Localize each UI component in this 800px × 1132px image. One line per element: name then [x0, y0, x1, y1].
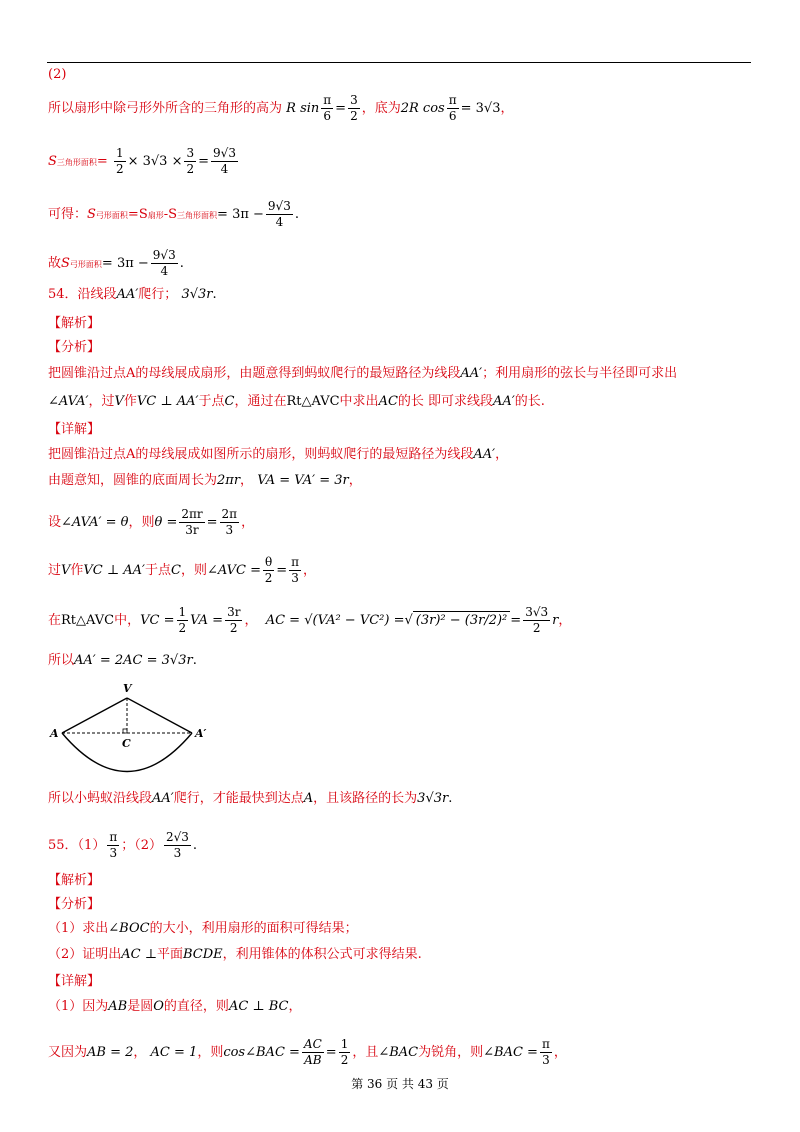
segment-va	[62, 698, 127, 733]
segment-area-derivation: 可得：S弓形面积=S扇形-S三角形面积= 3π − $\frac{9√3}{4}$ .	[48, 199, 299, 229]
q54-detail-line6: 所以AA′ = 2AC = 3√3r.	[48, 653, 197, 668]
q54-detail-line2: 由题意知，圆锥的底面周长为2πr， VA = VA′ = 3r，	[48, 473, 362, 488]
label-a: A	[50, 727, 59, 740]
q55-detail-line2: 又因为AB = 2， AC = 1，则cos∠BAC = $\frac{AC}{AB}$ = $\frac{1}{2}$ ，且∠BAC为锐角，则∠BAC = $\frac{\pi}{3}$ ，	[48, 1037, 567, 1067]
right-angle-mark	[123, 729, 127, 733]
label-a-prime: A′	[195, 727, 207, 740]
q54-detail-line4: 过V作VC ⊥ AA′于点C，则∠AVC = $\frac{\theta}{2}$ = $\frac{\pi}{3}$ ，	[48, 555, 317, 585]
q54-detail-line3: 设∠AVA′ = θ，则θ = $\frac{2\pi r}{3r}$ = $\frac{2\pi}{3}$ ，	[48, 507, 255, 537]
page-footer: 第 36 页 共 43 页	[351, 1077, 449, 1091]
top-rule	[47, 62, 751, 63]
part-2-label: (2)	[48, 67, 67, 82]
q54-jiexi-heading: 【解析】	[48, 316, 101, 331]
label-v: V	[123, 682, 132, 695]
q54-fenxi-heading: 【分析】	[48, 340, 101, 355]
q55-detail-line1: （1）因为AB是圆O的直径，则AC ⊥ BC，	[48, 999, 302, 1014]
q54-analysis-line2: ∠AVA′，过V作VC ⊥ AA′于点C，通过在Rt△AVC中求出AC的长 即可求线段AA′的长.	[48, 394, 545, 409]
q54-detail-line1: 把圆锥沿过点A的母线展成如图所示的扇形，则蚂蚁爬行的最短路径为线段AA′，	[48, 447, 509, 462]
triangle-area-line: S三角形面积= $\frac{1}{2}$ × 3√3 × $\frac{3}{2}$ = $\frac{9√3}{4}$	[48, 146, 236, 176]
triangle-height-line: 所以扇形中除弓形外所含的三角形的高为 R sin $\frac{\pi}{6}$ = $\frac{3}{2}$ ，底为2R cos $\frac{\pi}{6}$ = 3√3，	[48, 93, 514, 123]
q55-analysis-line2: （2）证明出AC ⊥平面BCDE，利用锥体的体积公式可求得结果.	[48, 947, 422, 962]
q55-analysis-line1: （1）求出∠BOC的大小，利用扇形的面积可得结果；	[48, 921, 358, 936]
q54-answer: 54．沿线段AA′爬行； 3√3r.	[48, 287, 217, 302]
segment-area-result: 故S弓形面积= 3π − $\frac{9√3}{4}$ .	[48, 248, 184, 278]
q55-xiangjie-heading: 【详解】	[48, 974, 101, 989]
label-c: C	[122, 737, 131, 750]
q55-jiexi-heading: 【解析】	[48, 873, 101, 888]
q55-fenxi-heading: 【分析】	[48, 897, 101, 912]
q54-analysis-line1: 把圆锥沿过点A的母线展成扇形，由题意得到蚂蚁爬行的最短路径为线段AA′；利用扇形的弦长与半径即可求出	[48, 366, 678, 381]
q54-conclusion: 所以小蚂蚁沿线段AA′爬行，才能最快到达点A，且该路径的长为3√3r.	[48, 791, 453, 806]
q54-xiangjie-heading: 【详解】	[48, 422, 101, 437]
q55-answer: 55．（1） $\frac{\pi}{3}$ ；（2） $\frac{2√3}{3}$ .	[48, 830, 198, 860]
segment-va-prime	[127, 698, 192, 733]
sector-figure	[48, 680, 218, 778]
q54-detail-line5: 在Rt△AVC中，VC = $\frac{1}{2}$ VA = $\frac{3r}{2}$ ， AC = √(VA² − VC²) =√ (3r)² − (3r/2)² = $\frac{3√3}{2}$ r，	[48, 605, 572, 635]
